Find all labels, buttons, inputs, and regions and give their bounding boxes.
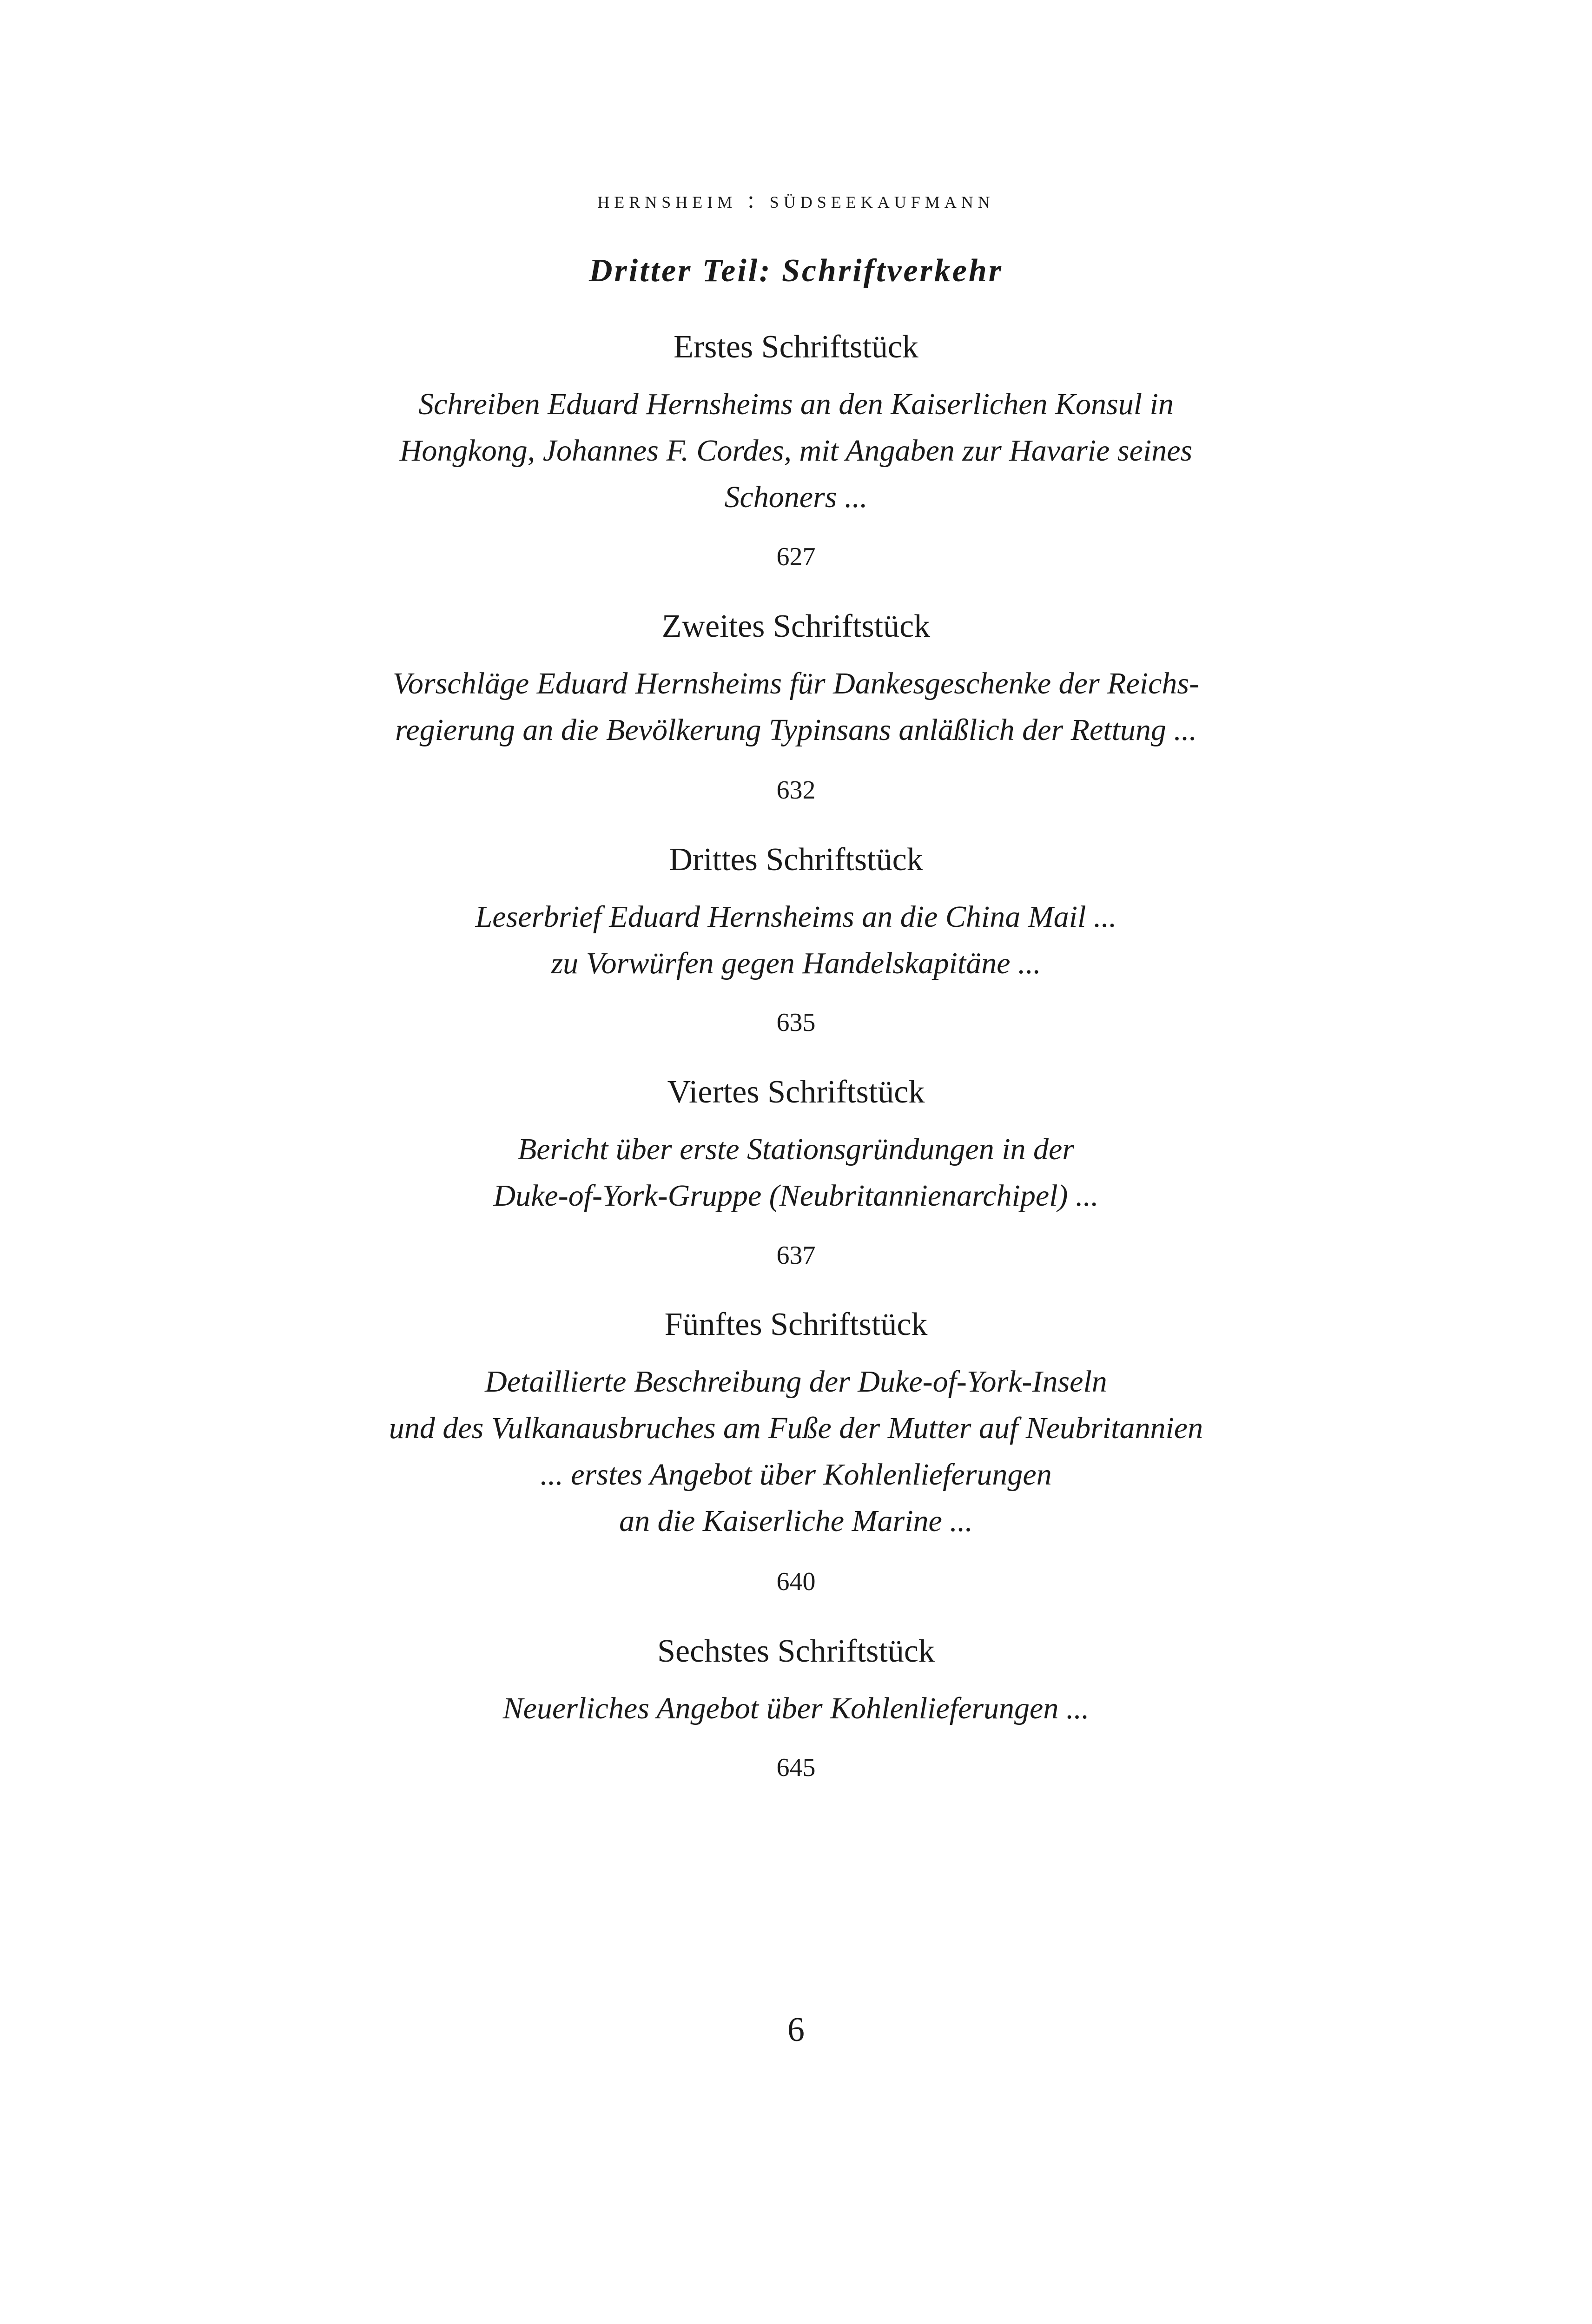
entry-description-line: zu Vorwürfen gegen Handelskapitäne ... bbox=[551, 946, 1041, 980]
entry-description-line: Vorschläge Eduard Hernsheims für Dankesgeschenke der Reichs- bbox=[392, 667, 1200, 700]
running-head: hernsheim : südseekaufmann bbox=[597, 187, 995, 213]
entry-heading: Sechstes Schriftstück bbox=[657, 1633, 935, 1669]
toc-entry-4 bbox=[0, 1076, 1592, 1219]
entry-heading: Fünftes Schriftstück bbox=[664, 1307, 928, 1342]
entry-page-number: 632 bbox=[776, 776, 816, 805]
entry-heading: Erstes Schriftstück bbox=[674, 329, 918, 365]
page-folio-number: 6 bbox=[787, 2011, 805, 2049]
toc-entry-3 bbox=[0, 844, 1592, 987]
entry-page-number: 645 bbox=[776, 1753, 816, 1782]
entry-description-line: Neuerliches Angebot über Kohlenlieferungen ... bbox=[502, 1691, 1090, 1725]
part-title: Dritter Teil: Schriftverkehr bbox=[588, 253, 1004, 289]
toc-entry-5 bbox=[0, 1308, 1592, 1545]
entry-page-number: 637 bbox=[776, 1241, 816, 1270]
entry-description-line: Leserbrief Eduard Hernsheims an die China Mail ... bbox=[475, 900, 1117, 934]
entry-description-line: an die Kaiserliche Marine ... bbox=[619, 1504, 973, 1538]
entry-description-line: Schoners ... bbox=[724, 480, 868, 514]
entry-description bbox=[0, 660, 1592, 753]
entry-description bbox=[0, 1685, 1592, 1732]
entry-description-line: Detaillierte Beschreibung der Duke-of-York-Inseln bbox=[485, 1365, 1107, 1399]
entry-page-number: 635 bbox=[776, 1008, 816, 1037]
entry-heading: Drittes Schriftstück bbox=[669, 842, 923, 878]
entry-description-line: regierung an die Bevölkerung Typinsans anläßlich der Rettung ... bbox=[395, 713, 1197, 747]
entry-description-line: Schreiben Eduard Hernsheims an den Kaiserlichen Konsul in bbox=[418, 387, 1174, 421]
entry-page-number: 640 bbox=[776, 1567, 816, 1596]
entry-description-line: und des Vulkanausbruches am Fuße der Mutter auf Neubritannien bbox=[389, 1411, 1203, 1445]
entry-description-line: Hongkong, Johannes F. Cordes, mit Angaben zur Havarie seines bbox=[399, 434, 1193, 468]
entry-heading: Viertes Schriftstück bbox=[667, 1074, 925, 1110]
entry-heading: Zweites Schriftstück bbox=[661, 608, 931, 644]
entry-description-line: ... erstes Angebot über Kohlenlieferungen bbox=[540, 1458, 1052, 1492]
entry-description bbox=[0, 1126, 1592, 1219]
entry-description bbox=[0, 1359, 1592, 1545]
entry-description bbox=[0, 381, 1592, 521]
entry-description bbox=[0, 894, 1592, 987]
entry-description-line: Duke-of-York-Gruppe (Neubritannienarchipel) ... bbox=[493, 1179, 1099, 1213]
entry-description-line: Bericht über erste Stationsgründungen in der bbox=[517, 1132, 1075, 1166]
toc-entry-6 bbox=[0, 1635, 1592, 1732]
toc-entry-2 bbox=[0, 610, 1592, 753]
toc-entry-1 bbox=[0, 331, 1592, 521]
entry-page-number: 627 bbox=[776, 542, 816, 571]
